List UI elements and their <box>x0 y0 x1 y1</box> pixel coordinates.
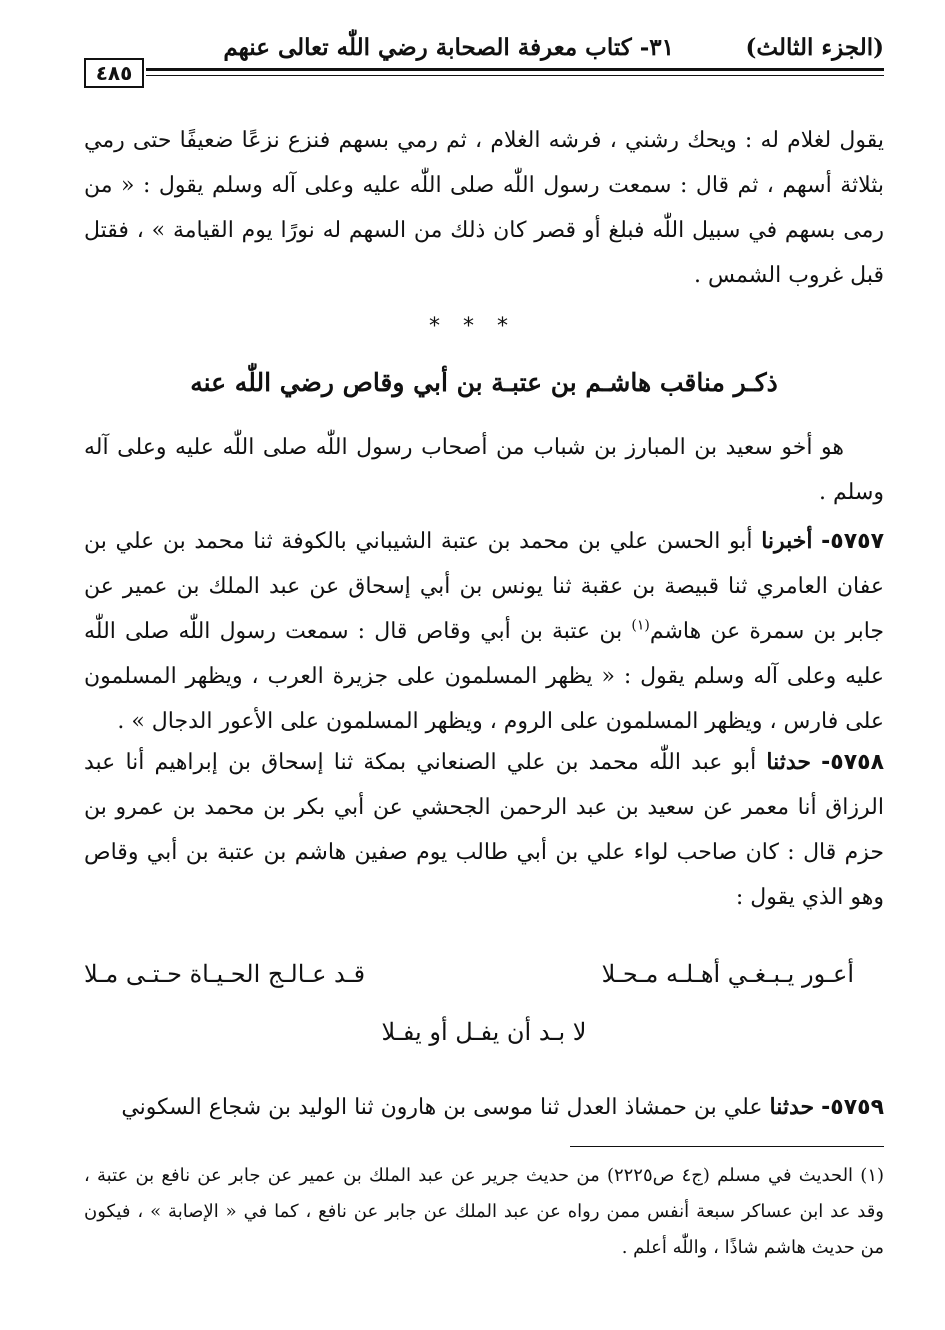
hadith-text: أبو عبد اللّٰه محمد بن علي الصنعاني بمكة ثنا إسحاق بن إبراهيم أنا عبد الرزاق أنا معمر عن سعيد بن عبد الرحمن الجحشي عن أبي بكر بن محمد بن عمرو بن حزم قال : كان صاحب لواء علي بن أبي طالب يوم صفين هاشم بن عتبة بن أبي وقاص وهو الذي يقول : <box>84 750 884 910</box>
verse-hemistich-right: أعـور يـبـغـي أهـلـه مـحـلا <box>601 960 854 988</box>
section-title: ذكـر مناقب هاشـم بن عتبـة بن أبي وقاص رضي اللّٰه عنه <box>190 368 778 397</box>
hadith-number: ٥٧٥٧- <box>821 529 885 554</box>
footnote-text: الحديث في مسلم (ج٤ ص٢٢٢٥) من حديث جرير عن عبد الملك بن عمير عن جابر عن نافع بن عتبة ، وقد عد ابن عساكر سبعة أنفس ممن رواه عن عبد الملك عن جابر عن نافع ، كما في « الإصابة » ، فيكون من حديث هاشم شاذًا ، واللّٰه أعلم . <box>84 1165 884 1258</box>
footnote <box>84 1158 884 1266</box>
footnote-divider <box>570 1146 884 1147</box>
intro-paragraph: يقول لغلام له : ويحك رشني ، فرشه الغلام ، ثم رمي بسهم فنزع نزعًا ضعيفًا حتى رمي بثلاثة أسهم ، ثم قال : سمعت رسول اللّٰه صلى اللّٰه عليه وعلى آله وسلم يقول : « من رمى بسهم في سبيل اللّٰه فبلغ أو قصر كان ذلك من السهم له نورًا يوم القيامة » ، فقتل قبل غروب الشمس . <box>84 128 884 288</box>
hadith-lead-word: حدثنا <box>769 1094 815 1120</box>
chapter-title: ٣١- كتاب معرفة الصحابة رضي اللّٰه تعالى عنهم <box>223 34 674 61</box>
hadith-text: بن عتبة بن أبي وقاص قال : سمعت رسول اللّٰه صلى اللّٰه عليه وعلى آله وسلم يقول : « يظهر المسلمون على جزيرة العرب ، ويظهر المسلمون على فارس ، ويظهر المسلمون على الروم ، ويظهر المسلمون على الأعور الدجال » . <box>84 619 884 734</box>
verse-hemistich-left: قـد عـالـج الحـيـاة حـتـى مـلا <box>84 960 366 988</box>
hadith-5759 <box>84 1085 884 1130</box>
footnote-reference: (١) <box>631 617 650 634</box>
hadith-text: أبو الحسن علي بن محمد بن عتبة الشيباني بالكوفة ثنا محمد بن علي بن عفان العامري ثنا قبيصة بن عقبة ثنا يونس بن أبي إسحاق عن عبد الملك بن عمير عن جابر بن سمرة عن هاشم <box>84 529 885 644</box>
hadith-lead-word: حدثنا <box>766 749 811 775</box>
hadith-5757 <box>84 519 884 744</box>
hadith-text: علي بن حمشاذ العدل ثنا موسى بن هارون ثنا الوليد بن شجاع السكوني <box>121 1095 763 1120</box>
volume-label: (الجزء الثالث) <box>745 34 884 61</box>
poem-line-2: لا بـد أن يفـل أو يفـلا <box>381 1018 587 1046</box>
header-rule-thick <box>146 68 884 71</box>
hadith-5758 <box>84 740 884 920</box>
header-rule-thin <box>146 75 884 76</box>
hadith-lead-word: أخبرنا <box>761 528 813 554</box>
footnote-marker: (١) <box>860 1165 885 1186</box>
hadith-number: ٥٧٥٨- <box>821 750 884 775</box>
section-separator: * * * <box>429 314 516 339</box>
hadith-number: ٥٧٥٩- <box>821 1095 884 1120</box>
running-header <box>84 30 884 70</box>
page-number: ٤٨٥ <box>84 58 144 88</box>
bio-paragraph: هو أخو سعيد بن المبارز بن شباب من أصحاب رسول اللّٰه صلى اللّٰه عليه وعلى آله وسلم . <box>84 435 884 505</box>
